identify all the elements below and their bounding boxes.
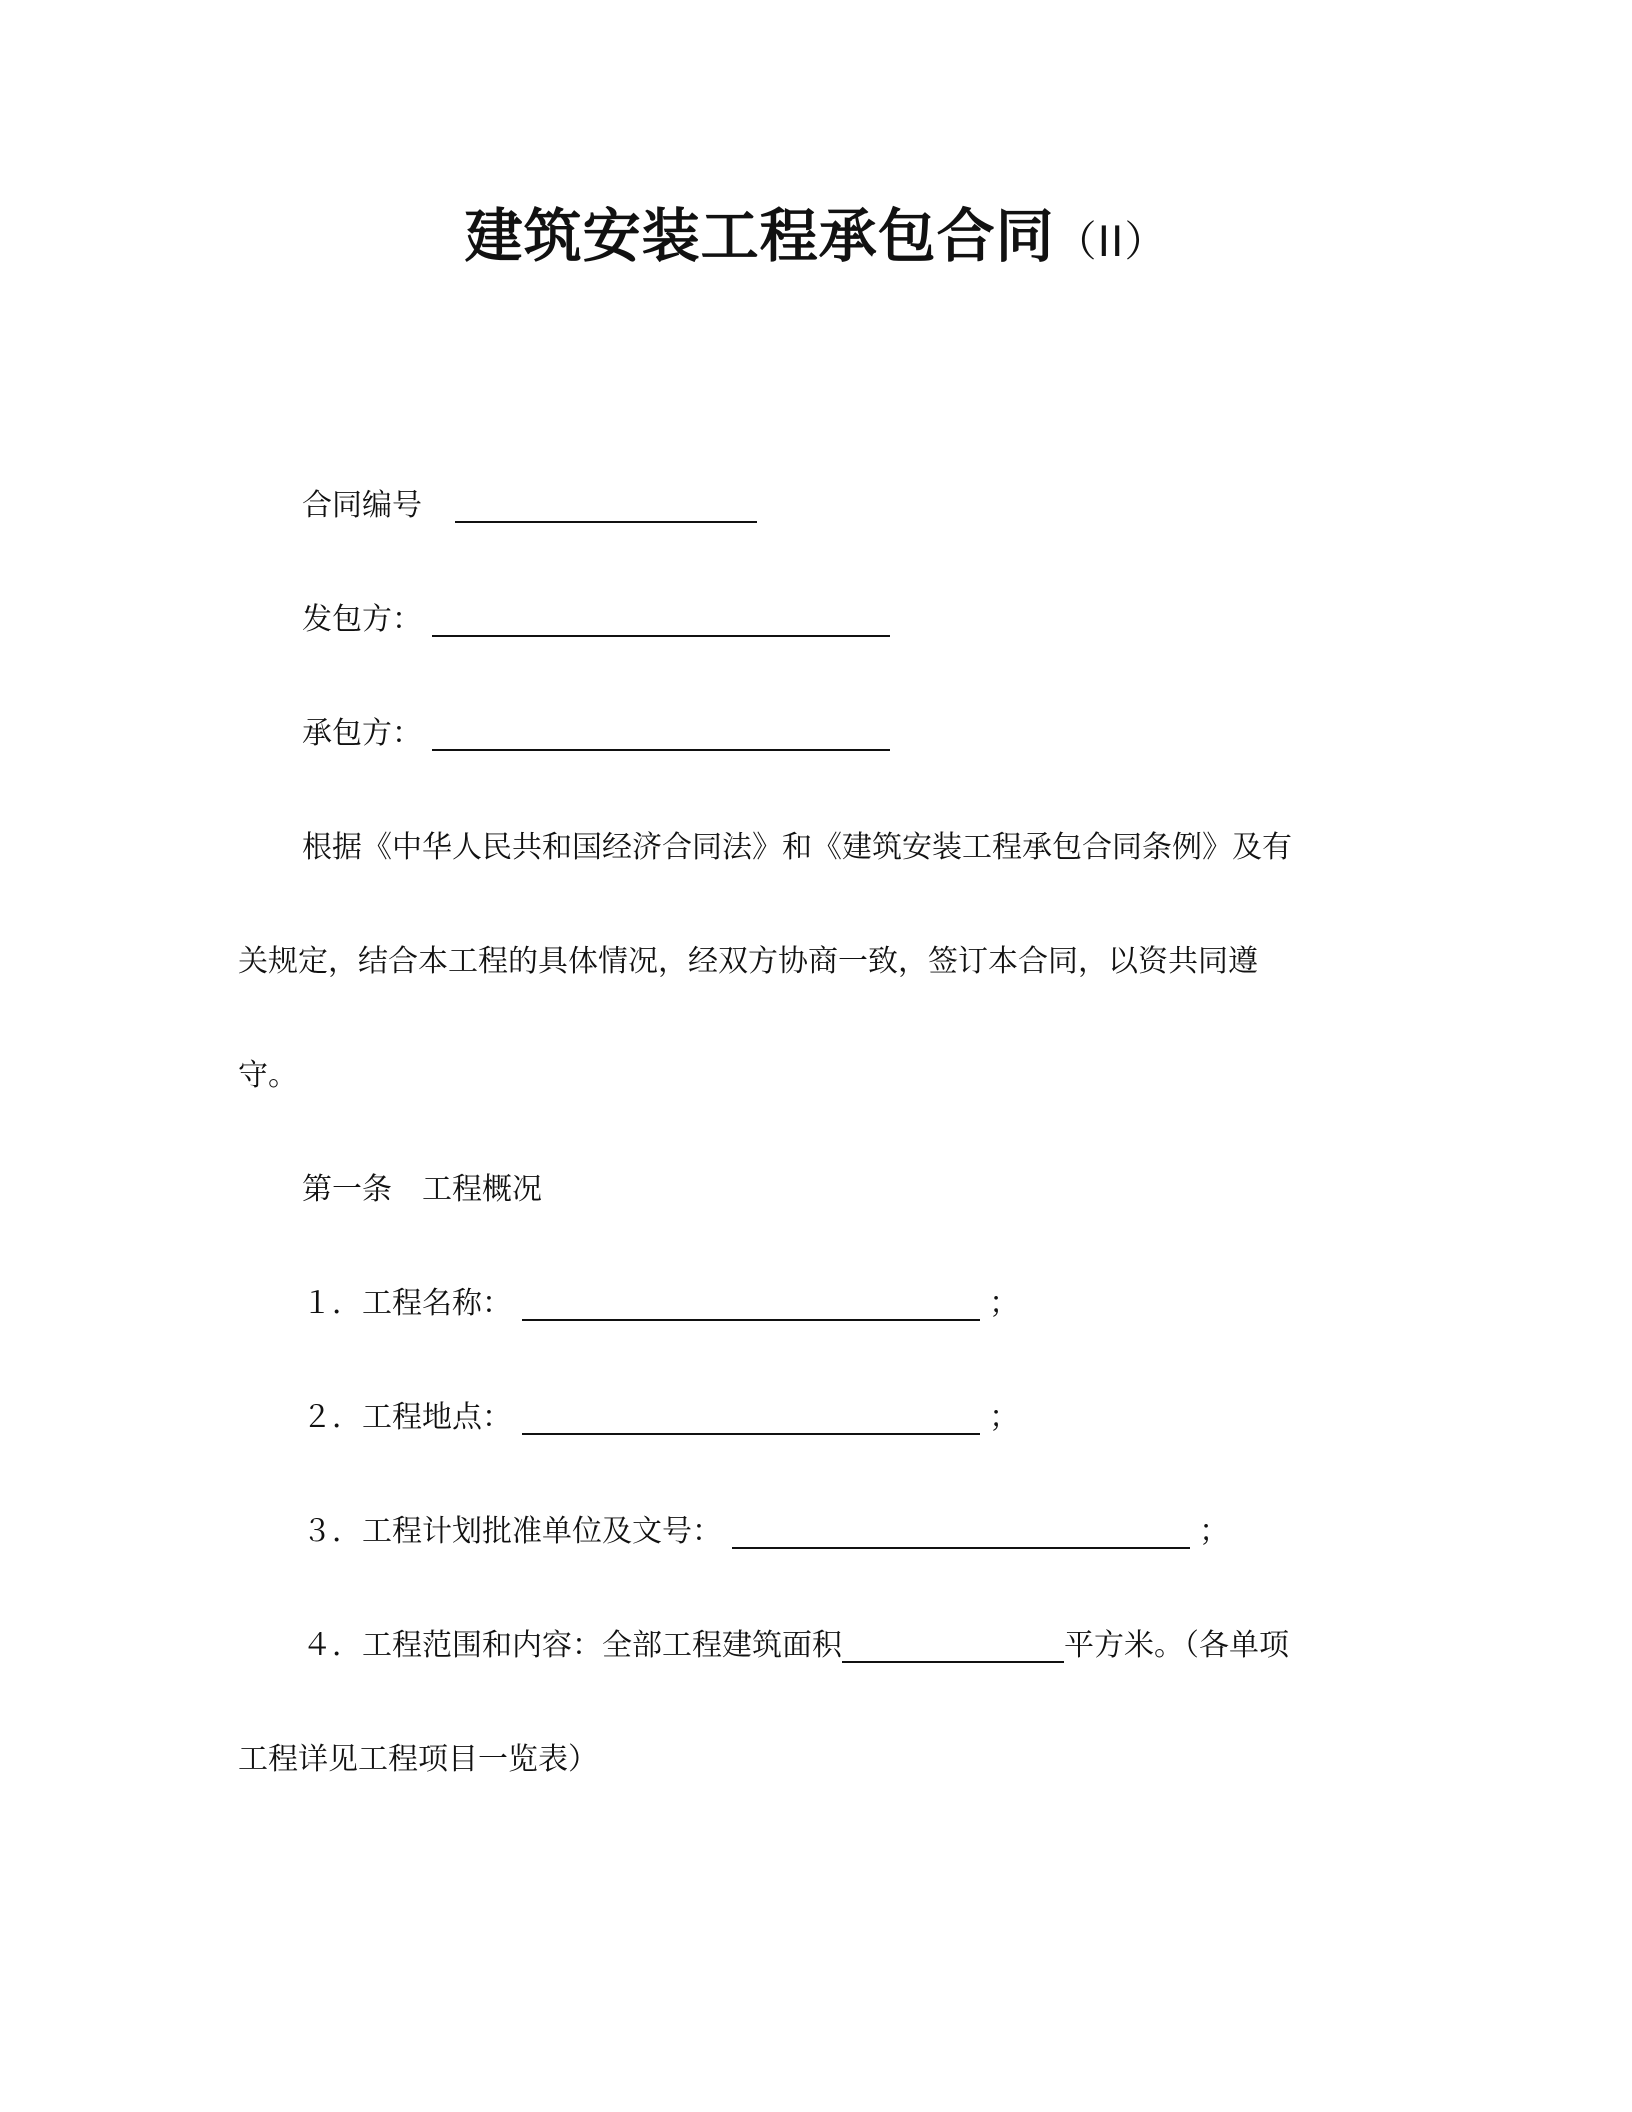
document-title [0,196,1632,282]
article-1-heading: 第一条 工程概况 [302,1172,542,1207]
item-4-label: ４．工程范围和内容：全部工程建筑面积 [302,1628,842,1663]
preamble-line-3: 守。 [238,1058,298,1093]
project-location-blank[interactable] [522,1399,980,1435]
title-suffix: （II） [1054,217,1168,266]
item-2-label: ２．工程地点： [302,1400,512,1435]
approval-document-blank[interactable] [732,1513,1190,1549]
contractor-label: 承包方： [302,716,422,751]
item-3-line [302,1510,1229,1554]
item-4-continuation: 工程详见工程项目一览表） [238,1742,598,1777]
contract-number-line [302,484,757,528]
building-area-blank[interactable] [842,1627,1064,1663]
item-3-end: ； [1199,1514,1230,1549]
item-1-end: ； [989,1286,1020,1321]
item-3-label: ３．工程计划批准单位及文号： [302,1514,722,1549]
preamble-line-2: 关规定，结合本工程的具体情况，经双方协商一致，签订本合同，以资共同遵 [238,944,1258,979]
contractor-line [302,712,890,756]
item-4-line [302,1624,1289,1668]
preamble-line-1: 根据《中华人民共和国经济合同法》和《建筑安装工程承包合同条例》及有 [302,830,1292,865]
employer-label: 发包方： [302,602,422,637]
contractor-blank[interactable] [432,715,890,751]
project-name-blank[interactable] [522,1285,980,1321]
item-2-line [302,1396,1019,1440]
contract-number-blank[interactable] [455,487,757,523]
title-main: 建筑安装工程承包合同 [464,202,1055,270]
employer-blank[interactable] [432,601,890,637]
item-1-line [302,1282,1019,1326]
item-4-unit: 平方米。（各单项 [1064,1628,1289,1663]
item-1-label: １．工程名称： [302,1286,512,1321]
item-2-end: ； [989,1400,1020,1435]
employer-line [302,598,890,642]
contract-number-label: 合同编号 [302,488,422,523]
